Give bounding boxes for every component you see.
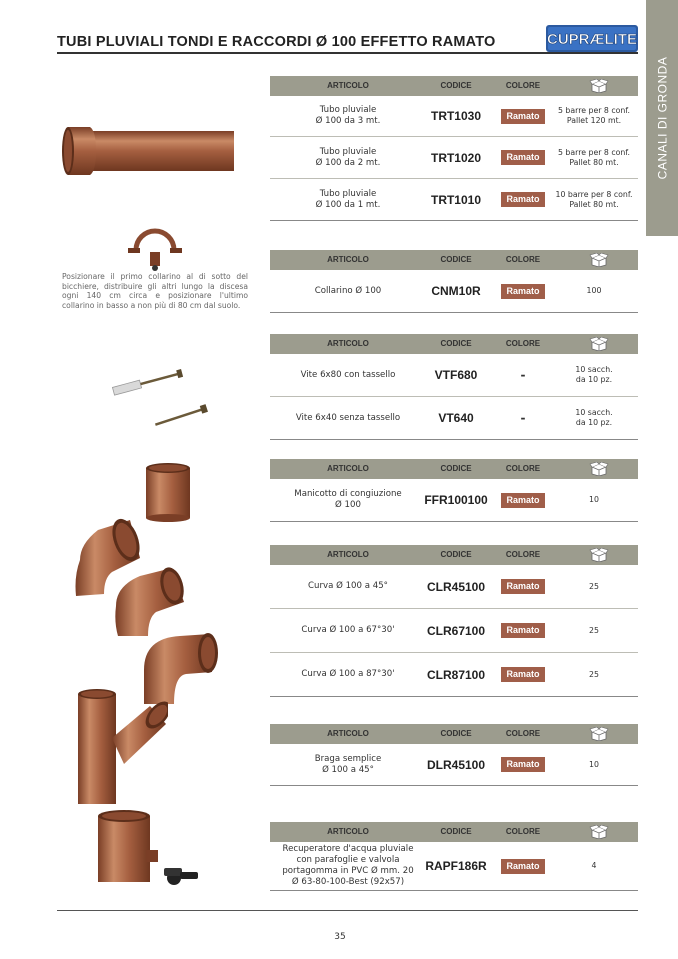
packaging-line: 4 xyxy=(591,861,597,870)
table-row xyxy=(270,354,638,397)
box-icon xyxy=(589,825,609,839)
screw-with-plug-image xyxy=(110,366,186,396)
article-line: Manicotto di congiuzione xyxy=(294,489,402,499)
collar-image xyxy=(126,224,184,272)
packaging-line: 25 xyxy=(589,669,599,679)
color-badge: Ramato xyxy=(501,859,544,874)
color-badge: Ramato xyxy=(501,493,544,508)
article-line: Tubo pluviale xyxy=(319,105,377,115)
table-header xyxy=(270,76,638,96)
color-cell xyxy=(486,744,560,785)
table-header xyxy=(270,250,638,270)
product-code: TRT1010 xyxy=(430,192,482,207)
header-articolo: ARTICOLO xyxy=(327,81,369,90)
packaging-cell xyxy=(550,744,638,785)
packaging-cell xyxy=(550,653,638,696)
page-title: TUBI PLUVIALI TONDI E RACCORDI Ø 100 EFFETTO RAMATO xyxy=(57,34,496,50)
packaging-cell xyxy=(550,397,638,439)
product-table xyxy=(270,724,638,786)
packaging-cell xyxy=(550,270,638,312)
table-row xyxy=(270,179,638,221)
color-cell xyxy=(486,137,560,178)
article-line: Recuperatore d'acqua pluviale xyxy=(282,844,414,854)
color-badge: Ramato xyxy=(501,192,544,207)
header-articolo: ARTICOLO xyxy=(327,827,369,836)
screw-image xyxy=(152,402,212,430)
side-tab-label-wrap xyxy=(646,0,678,236)
header-colore: COLORE xyxy=(505,729,541,738)
color-cell xyxy=(486,653,560,696)
article-line: Ø 100 da 2 mt. xyxy=(315,157,381,168)
packaging-line: 5 barre per 8 conf. xyxy=(557,106,631,115)
packaging-line: Pallet 80 mt. xyxy=(569,199,619,209)
packaging-cell xyxy=(550,609,638,652)
product-code: CLR87100 xyxy=(426,667,486,682)
header-packaging xyxy=(560,822,638,842)
table-row xyxy=(270,609,638,653)
header-codice: CODICE xyxy=(440,81,472,90)
product-code: TRT1020 xyxy=(430,150,482,165)
header-articolo: ARTICOLO xyxy=(327,729,369,738)
packaging-line: 25 xyxy=(589,581,599,591)
product-code: VTF680 xyxy=(434,368,478,382)
header-articolo: ARTICOLO xyxy=(327,255,369,264)
footer-rule xyxy=(57,910,638,911)
color-badge: Ramato xyxy=(501,667,544,682)
color-cell xyxy=(486,354,560,396)
color-cell xyxy=(486,479,560,521)
header-articolo: ARTICOLO xyxy=(327,550,369,559)
product-table xyxy=(270,459,638,522)
table-header xyxy=(270,459,638,479)
packaging-line: 25 xyxy=(589,625,599,635)
page-number: 35 xyxy=(334,932,346,942)
color-badge: Ramato xyxy=(501,284,544,299)
article-line: Ø 100 da 3 mt. xyxy=(315,116,381,126)
packaging-line: 100 xyxy=(586,286,602,295)
article-line: Curva Ø 100 a 87°30' xyxy=(301,669,395,679)
header-packaging xyxy=(560,250,638,270)
header-codice: CODICE xyxy=(440,464,472,473)
article-line: Vite 6x40 senza tassello xyxy=(295,412,401,423)
header-packaging xyxy=(560,724,638,744)
table-row xyxy=(270,842,638,891)
color-badge: - xyxy=(520,368,526,382)
product-code: FFR100100 xyxy=(424,493,488,507)
installation-note: Posizionare il primo collarino al di sotto del bicchiere, distribuire gli altri lungo la discesa ogni 140 cm circa e posizionare l'ultimo collarino in basso a non più di 80 cm dal suolo. xyxy=(62,272,248,310)
table-row xyxy=(270,653,638,697)
table-row xyxy=(270,565,638,609)
header-codice: CODICE xyxy=(440,550,472,559)
header-colore: COLORE xyxy=(505,339,541,348)
box-icon xyxy=(589,79,609,93)
header-codice: CODICE xyxy=(440,339,472,348)
product-code: CNM10R xyxy=(431,284,481,298)
article-line: Curva Ø 100 a 67°30' xyxy=(301,625,395,635)
product-code: DLR45100 xyxy=(426,757,486,772)
header-packaging xyxy=(560,334,638,354)
color-cell xyxy=(486,565,560,608)
header-colore: COLORE xyxy=(505,550,541,559)
header-codice: CODICE xyxy=(440,729,472,738)
product-code: CLR45100 xyxy=(426,579,486,594)
table-row xyxy=(270,744,638,786)
article-line: Ø 100 xyxy=(335,500,361,510)
table-header xyxy=(270,822,638,842)
branch-image xyxy=(72,688,168,806)
article-line: Ø 100 da 1 mt. xyxy=(315,199,381,210)
packaging-cell xyxy=(550,842,638,890)
packaging-cell xyxy=(550,479,638,521)
box-icon xyxy=(589,548,609,562)
product-code: VT640 xyxy=(438,411,474,425)
table-row xyxy=(270,270,638,313)
packaging-cell xyxy=(550,565,638,608)
header-colore: COLORE xyxy=(505,827,541,836)
logo-text: CUPRÆLITE xyxy=(547,31,637,48)
packaging-line: Pallet 120 mt. xyxy=(566,116,622,125)
article-line: Vite 6x80 con tassello xyxy=(300,369,396,380)
table-row xyxy=(270,397,638,440)
box-icon xyxy=(589,462,609,476)
color-badge: Ramato xyxy=(501,623,544,638)
packaging-line: da 10 pz. xyxy=(575,375,613,384)
product-table xyxy=(270,250,638,313)
color-badge: Ramato xyxy=(501,150,544,165)
packaging-cell xyxy=(550,179,638,220)
header-codice: CODICE xyxy=(440,827,472,836)
article-line: Tubo pluviale xyxy=(319,146,377,157)
header-colore: COLORE xyxy=(505,255,541,264)
product-table xyxy=(270,334,638,440)
header-colore: COLORE xyxy=(505,81,541,90)
packaging-line: 10 xyxy=(589,759,599,769)
color-badge: Ramato xyxy=(501,757,544,772)
product-code: CLR67100 xyxy=(426,623,486,638)
table-row xyxy=(270,96,638,137)
article-line: Collarino Ø 100 xyxy=(314,285,382,296)
rainwater-collector-image xyxy=(94,808,202,890)
header-packaging xyxy=(560,459,638,479)
header-packaging xyxy=(560,545,638,565)
packaging-line: 10 barre per 8 conf. xyxy=(555,189,633,199)
color-cell xyxy=(486,397,560,439)
product-code: TRT1030 xyxy=(430,109,482,123)
article-line: con parafoglie e valvola xyxy=(296,855,400,865)
header-articolo: ARTICOLO xyxy=(327,464,369,473)
packaging-cell xyxy=(550,96,638,136)
elbow-67-image xyxy=(112,566,186,640)
header-colore: COLORE xyxy=(505,464,541,473)
header-codice: CODICE xyxy=(440,255,472,264)
side-tab-label: CANALI DI GRONDA xyxy=(655,56,669,180)
color-cell xyxy=(486,270,560,312)
article-line: Curva Ø 100 a 45° xyxy=(308,581,388,591)
table-row xyxy=(270,479,638,522)
color-badge: - xyxy=(520,411,526,425)
article-line: portagomma in PVC Ø mm. 20 xyxy=(282,866,414,876)
article-line: Ø 63-80-100-Best (92x57) xyxy=(291,877,405,887)
product-table xyxy=(270,822,638,891)
packaging-line: 10 sacch. xyxy=(575,408,613,417)
table-header xyxy=(270,334,638,354)
header-articolo: ARTICOLO xyxy=(327,339,369,348)
packaging-cell xyxy=(550,354,638,396)
box-icon xyxy=(589,727,609,741)
table-header xyxy=(270,545,638,565)
box-icon xyxy=(589,337,609,351)
article-line: Ø 100 a 45° xyxy=(322,764,374,775)
box-icon xyxy=(589,253,609,267)
packaging-line: 10 sacch. xyxy=(575,365,613,374)
color-badge: Ramato xyxy=(501,579,544,594)
color-cell xyxy=(486,179,560,220)
packaging-cell xyxy=(550,137,638,178)
color-cell xyxy=(486,96,560,136)
packaging-line: 5 barre per 8 conf. xyxy=(557,147,631,157)
pipe-image xyxy=(60,127,236,175)
article-line: Tubo pluviale xyxy=(319,188,377,199)
title-rule xyxy=(57,52,638,54)
color-cell xyxy=(486,842,560,890)
packaging-line: 10 xyxy=(589,495,599,504)
coupling-image xyxy=(144,462,192,522)
packaging-line: da 10 pz. xyxy=(575,418,613,427)
color-cell xyxy=(486,609,560,652)
product-table xyxy=(270,76,638,221)
table-header xyxy=(270,724,638,744)
article-line: Braga semplice xyxy=(314,753,382,764)
product-table xyxy=(270,545,638,697)
cupraelite-logo xyxy=(546,25,638,52)
table-row xyxy=(270,137,638,179)
packaging-line: Pallet 80 mt. xyxy=(569,157,619,167)
product-code: RAPF186R xyxy=(425,859,487,873)
header-packaging xyxy=(560,76,638,96)
color-badge: Ramato xyxy=(501,109,544,124)
